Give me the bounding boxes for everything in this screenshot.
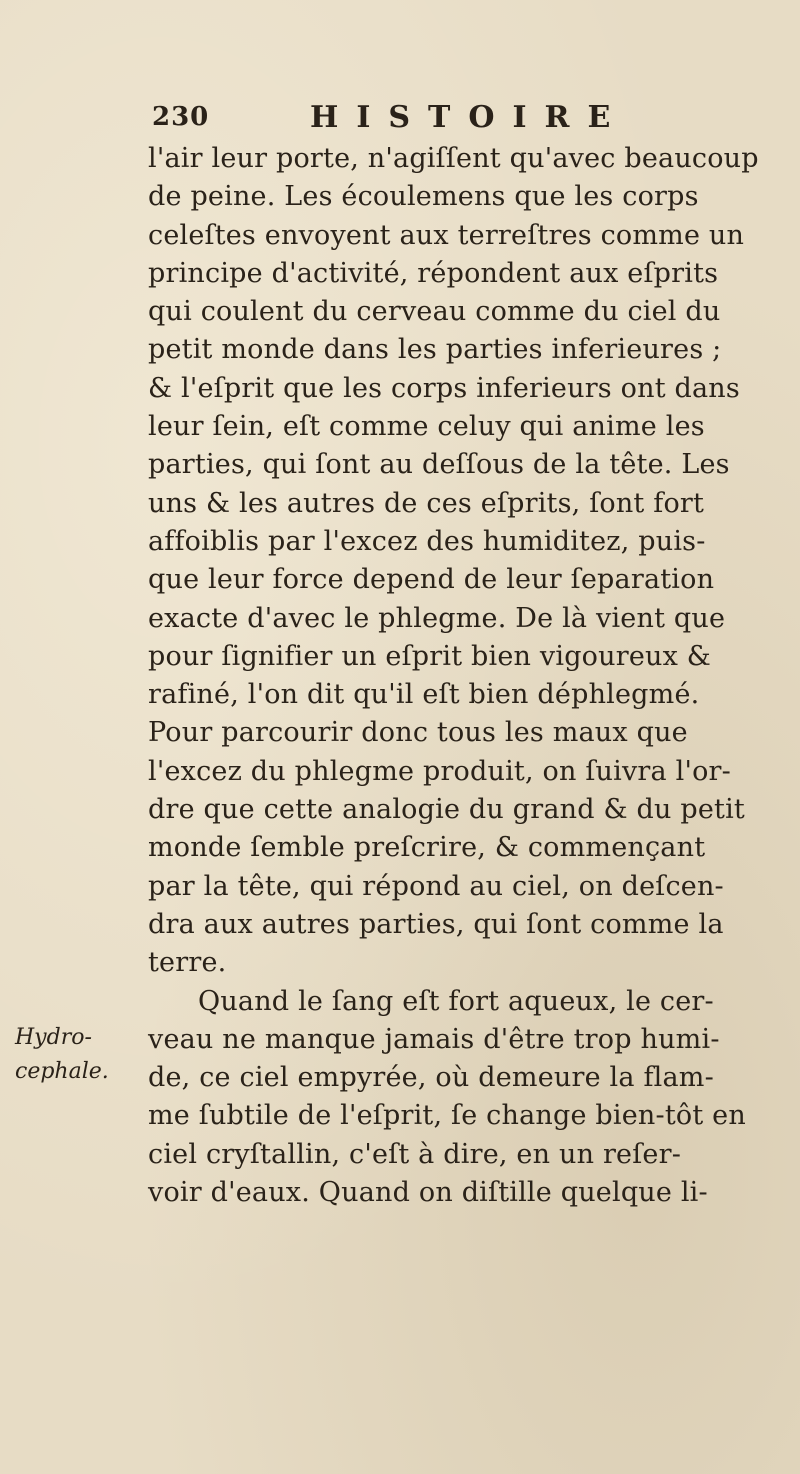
text-line: terre.: [148, 947, 227, 979]
margin-note: [15, 1021, 135, 1089]
text-line: par la tête, qui répond au ciel, on deſcen-: [148, 870, 724, 902]
running-title: HISTOIRE: [310, 100, 629, 135]
text-line: Quand le ſang eſt fort aqueux, le cer-: [198, 985, 714, 1017]
page-number: 230: [152, 102, 210, 132]
text-line: uns & les autres de ces eſprits, ſont fort: [148, 487, 705, 519]
text-line: ciel cryſtallin, c'eſt à dire, en un reſer-: [148, 1138, 682, 1170]
margin-note-line: cephale.: [15, 1059, 109, 1084]
text-line: voir d'eaux. Quand on diſtille quelque li-: [148, 1177, 708, 1209]
text-line: de, ce ciel empyrée, où demeure la flam-: [148, 1062, 714, 1094]
text-line: dre que cette analogie du grand & du petit: [148, 794, 745, 826]
text-line: pour ſignifier un eſprit bien vigoureux &: [148, 640, 712, 672]
text-line: petit monde dans les parties inferieures ;: [148, 334, 722, 366]
text-line: parties, qui ſont au deſſous de la tête. Les: [148, 449, 730, 481]
margin-note-line: Hydro-: [15, 1025, 92, 1050]
text-line: Pour parcourir donc tous les maux que: [148, 717, 688, 749]
page-header: [152, 100, 762, 144]
body-text: [148, 140, 798, 1212]
text-line: l'air leur porte, n'agiſſent qu'avec beaucoup: [148, 143, 759, 174]
text-line: & l'eſprit que les corps inferieurs ont dans: [148, 372, 740, 404]
text-line: principe d'activité, répondent aux eſprits: [148, 257, 719, 289]
text-line: que leur force depend de leur ſeparation: [148, 564, 715, 596]
text-line: exacte d'avec le phlegme. De là vient que: [148, 602, 726, 634]
paragraph-1: [148, 140, 798, 983]
text-line: rafiné, l'on dit qu'il eſt bien déphlegmé.: [148, 679, 700, 711]
text-line: monde ſemble preſcrire, & commençant: [148, 832, 706, 864]
text-line: de peine. Les écoulemens que les corps: [148, 181, 699, 213]
text-line: l'excez du phlegme produit, on ſuivra l'or-: [148, 755, 731, 787]
paragraph-2: [148, 983, 798, 1213]
text-line: veau ne manque jamais d'être trop humi-: [148, 1023, 720, 1055]
text-line: celeſtes envoyent aux terreſtres comme un: [148, 219, 745, 251]
text-line: leur ſein, eſt comme celuy qui anime les: [148, 411, 705, 443]
text-line: affoiblis par l'excez des humiditez, puis-: [148, 525, 706, 557]
text-line: dra aux autres parties, qui ſont comme la: [148, 908, 724, 940]
text-line: qui coulent du cerveau comme du ciel du: [148, 296, 721, 328]
text-line: me ſubtile de l'eſprit, ſe change bien-tôt en: [148, 1100, 746, 1132]
